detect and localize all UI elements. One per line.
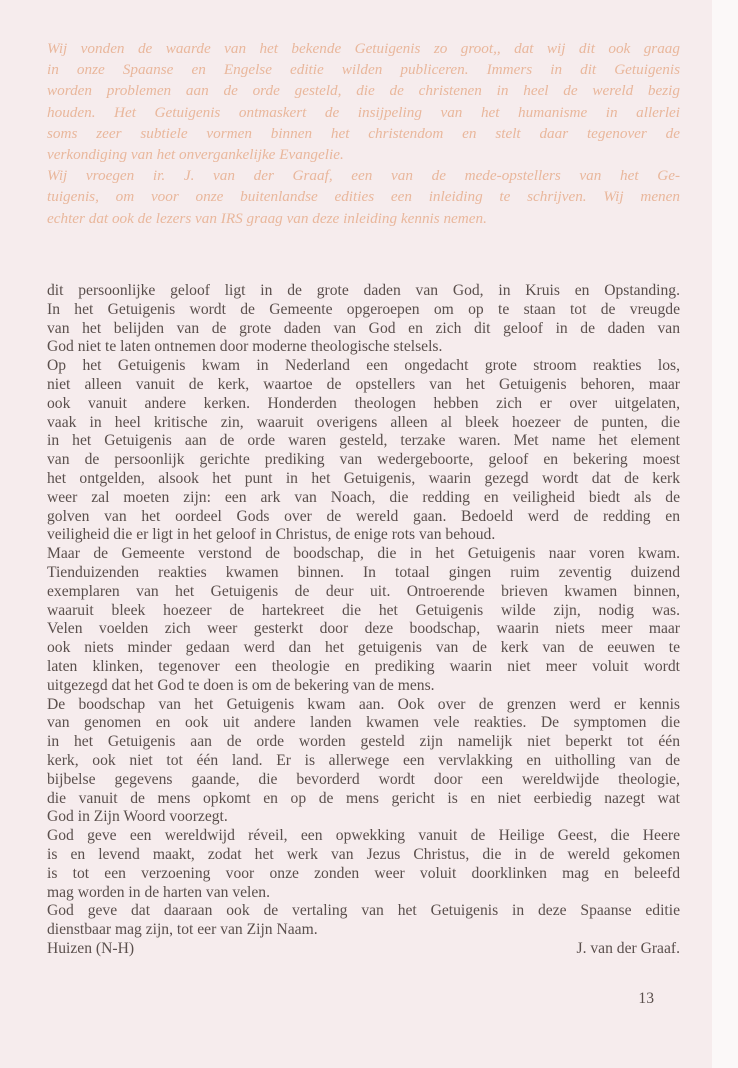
body-text-line: Maar de Gemeente verstond de boodschap, die in het Getuigenis naar voren kwam. — [47, 545, 680, 563]
body-text-line: ook niets minder gedaan werd dan het getuigenis van de kerk van de eeuwen te — [47, 639, 680, 657]
intro-text-line: worden problemen aan de orde gesteld, die de christenen in heel de wereld bezig — [47, 82, 680, 100]
body-text-line: het ontgelden, alsook het punt in het Getuigenis, waarin gezegd wordt dat de kerk — [47, 469, 680, 487]
body-text-line: van genomen en ook uit andere landen kwamen vele reakties. De symptomen die — [47, 714, 680, 732]
body-text-line: God niet te laten ontnemen door moderne theologische stelsels. — [47, 338, 443, 356]
body-text-line: van de persoonlijk gerichte prediking van wedergeboorte, geloof en bekering moest — [47, 451, 680, 469]
intro-text-line: tuigenis, om voor onze buitenlandse edities een inleiding te schrijven. Wij menen — [47, 188, 680, 206]
body-text-line: In het Getuigenis wordt de Gemeente opgeroepen om op te staan tot de vreugde — [47, 300, 680, 318]
body-text-line: bijbelse gegevens gaande, die bevorderd wordt door een wereldwijde theologie, — [47, 770, 680, 788]
body-text-line: van het belijden van de grote daden van God en zich dit geloof in de daden van — [47, 319, 680, 337]
body-text-line: exemplaren van het Getuigenis de deur uit. Ontroerende brieven kwamen binnen, — [47, 582, 680, 600]
page-number: 13 — [638, 990, 654, 1007]
signature-line — [47, 940, 680, 959]
intro-text-line: Wij vroegen ir. J. van der Graaf, een van de mede-opstellers van het Ge- — [47, 167, 680, 185]
intro-text-line: verkondiging van het onvergankelijke Evangelie. — [47, 146, 344, 164]
body-text-line: is en levend maakt, zodat het werk van Jezus Christus, die in de wereld gekomen — [47, 845, 680, 863]
body-text-line: dienstbaar mag zijn, tot eer van Zijn Naam. — [47, 921, 318, 939]
body-text-line: God in Zijn Woord voorzegt. — [47, 808, 228, 826]
intro-text-line: in onze Spaanse en Engelse editie wilden publiceren. Immers in dit Getuigenis — [47, 61, 680, 79]
intro-text-line: Wij vonden de waarde van het bekende Getuigenis zo groot,, dat wij dit ook graag — [47, 40, 680, 57]
body-text-line: God geve een wereldwijd réveil, een opwekking vanuit de Heilige Geest, die Heere — [47, 827, 680, 845]
body-text-line: in het Getuigenis aan de orde worden gesteld zijn namelijk niet beperkt tot één — [47, 733, 680, 751]
editorial-introduction — [47, 38, 680, 229]
body-text-line: is tot een verzoening voor onze zonden weer voluit doorklinken mag en beleefd — [47, 864, 680, 882]
body-text-line: vaak in heel kritische zin, waaruit overigens alleen al bleek hoezeer de punten, die — [47, 413, 680, 431]
body-text-line: waaruit bleek hoezeer de hartekreet die het Getuigenis wilde zijn, nodig was. — [47, 601, 680, 619]
intro-text-line: soms zeer subtiele vormen binnen het christendom en stelt daar tegenover de — [47, 124, 680, 142]
body-text-line: God geve dat daaraan ook de vertaling van het Getuigenis in deze Spaanse editie — [47, 902, 680, 920]
body-text-line: niet alleen vanuit de kerk, waartoe de opstellers van het Getuigenis behoren, maar — [47, 375, 680, 393]
body-text-line: weer zal moeten zijn: een ark van Noach, die redding en veiligheid biedt als de — [47, 488, 680, 506]
body-text-line: golven van het oordeel Gods over de wereld gaan. Bedoeld werd de redding en — [47, 507, 680, 525]
intro-text-line: echter dat ook de lezers van IRS graag van deze inleiding kennis nemen. — [47, 209, 487, 227]
body-text-line: veiligheid die er ligt in het geloof in Christus, de enige rots van behoud. — [47, 526, 496, 544]
body-text-line: mag worden in de harten van velen. — [47, 883, 270, 901]
intro-text-line: houden. Het Getuigenis ontmaskert de insijpeling van het humanisme in allerlei — [47, 103, 680, 121]
body-text-line: Tienduizenden reakties kwamen binnen. In totaal gingen ruim zeventig duizend — [47, 563, 680, 581]
body-text-line: dit persoonlijke geloof ligt in de grote daden van God, in Kruis en Opstanding. — [47, 282, 680, 299]
body-text-line: laten klinken, tegenover een theologie en prediking waarin niet meer voluit wordt — [47, 657, 680, 675]
body-text-line: ook vanuit andere kerken. Honderden theologen hebben zich er over uitgelaten, — [47, 394, 680, 412]
place-of-writing: Huizen (N-H) — [47, 939, 135, 957]
body-text-line: Op het Getuigenis kwam in Nederland een ongedacht grote stroom reakties los, — [47, 357, 680, 375]
body-text-line: Velen voelden zich weer gesterkt door deze boodschap, waarin niets meer maar — [47, 620, 680, 638]
body-text-line: in het Getuigenis aan de orde waren gesteld, terzake waren. Met name het element — [47, 432, 680, 450]
article-body — [47, 282, 680, 959]
body-text-line: kerk, ook niet tot één land. Er is allerwege een vervlakking en uitholling van de — [47, 751, 680, 769]
body-text-line: die vanuit de mens opkomt en op de mens gericht is en niet eerbiedig nazegt wat — [47, 789, 680, 807]
body-text-line: uitgezegd dat het God te doen is om de bekering van de mens. — [47, 676, 435, 694]
author-signature: J. van der Graaf. — [576, 939, 680, 957]
body-text-line: De boodschap van het Getuigenis kwam aan. Ook over de grenzen werd er kennis — [47, 695, 680, 713]
